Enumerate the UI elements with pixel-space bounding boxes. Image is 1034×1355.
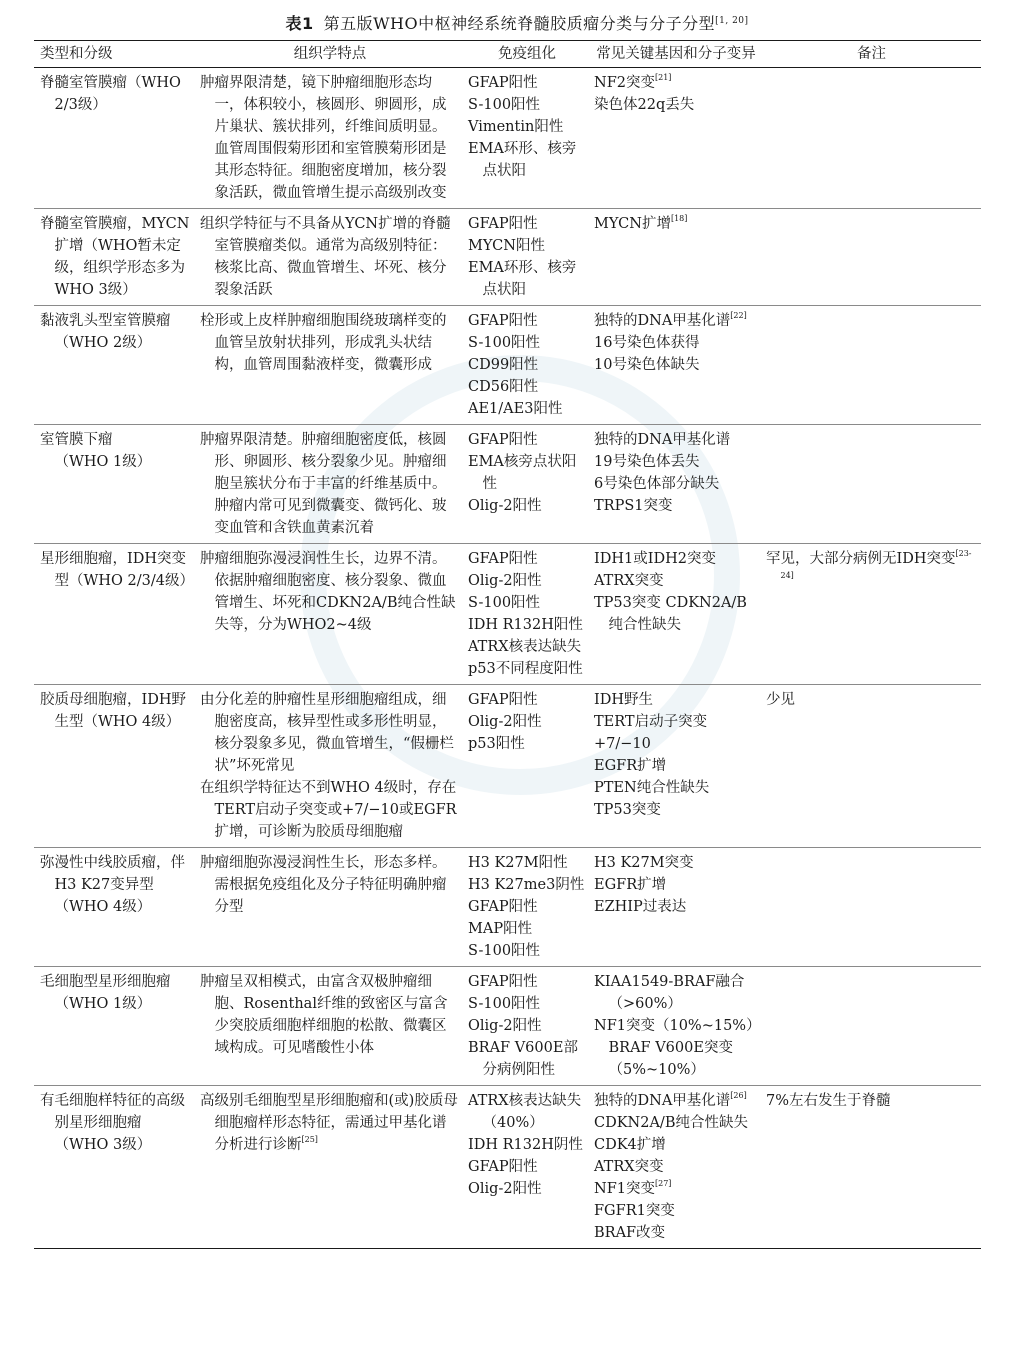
cell-line	[594, 1015, 761, 1037]
histology-cell	[196, 1086, 464, 1249]
immunohistochemistry-cell	[464, 848, 590, 967]
cell-text: 独特的DNA甲基化谱	[594, 432, 731, 448]
cell-line	[594, 1156, 758, 1178]
key-genes-cell	[590, 544, 762, 685]
cell-text: 16号染色体获得	[594, 335, 700, 351]
cell-line	[594, 896, 758, 918]
cell-line	[594, 429, 758, 451]
cell-line	[200, 777, 460, 843]
type-cell	[34, 425, 196, 544]
cell-line	[40, 1090, 192, 1156]
cell-line	[468, 993, 586, 1015]
cell-text: AE1/AE3阳性	[468, 401, 563, 417]
header-immunohistochemistry: 免疫组化	[498, 46, 556, 62]
cell-text: MYCN阳性	[468, 238, 545, 254]
histology-cell	[196, 306, 464, 425]
cell-line	[594, 1037, 758, 1081]
type-cell	[34, 544, 196, 685]
histology-cell	[196, 68, 464, 209]
cell-text: GFAP阳性	[468, 692, 538, 708]
cell-text: 脊髓室管膜瘤（WHO	[40, 75, 181, 91]
cell-line	[594, 777, 758, 799]
type-cell	[34, 685, 196, 848]
cell-text: Olig-2阳性	[468, 498, 542, 514]
cell-text: 毛细胞型星形细胞瘤	[40, 974, 171, 990]
cell-text: 栓形或上皮样肿瘤细胞围绕玻璃样变的血管呈放射状排列，形成乳头状结构，血管周围黏液样变，微囊形成	[200, 313, 447, 373]
cell-text: S-100阳性	[468, 943, 541, 959]
table-title-ref: [1, 20]	[715, 16, 749, 26]
key-genes-cell	[590, 425, 762, 544]
reference-superscript: [21]	[654, 73, 672, 82]
cell-text: EZHIP过表达	[594, 899, 687, 915]
cell-text: GFAP阳性	[468, 432, 538, 448]
table-row	[34, 685, 981, 848]
key-genes-cell	[590, 68, 762, 209]
reference-superscript: [22]	[730, 311, 747, 320]
cell-text: 高级别毛细胞型星形细胞瘤和(或)胶质母细胞瘤样形态特征，需通过甲基化谱分析进行诊断	[200, 1093, 458, 1153]
cell-line	[468, 896, 586, 918]
cell-text: BRAF V600E突变（5%~10%）	[608, 1040, 733, 1078]
type-cell	[34, 209, 196, 306]
reference-superscript: [25]	[301, 1135, 318, 1144]
cell-line	[468, 874, 586, 896]
cell-text: 6号染色体部分缺失	[594, 476, 720, 492]
cell-text: S-100阳性	[468, 996, 541, 1012]
cell-line	[200, 971, 460, 1059]
cell-text: 肿瘤界限清楚，镜下肿瘤细胞形态均一，体积较小，核圆形、卵圆形，成片巢状、簇状排列，纤维间质明显。血管周围假菊形团和室管膜菊形团是其形态特征。细胞密度增加，核分裂象活跃，微血管增生提示高级别改变	[200, 75, 447, 201]
cell-line	[468, 689, 586, 711]
cell-line	[766, 548, 977, 592]
cell-line	[40, 310, 192, 354]
cell-line	[468, 1037, 586, 1081]
histology-cell	[196, 685, 464, 848]
cell-text: +7/−10	[594, 736, 651, 752]
cell-text: ATRX突变	[594, 1159, 664, 1175]
classification-table	[34, 40, 981, 1249]
cell-line	[40, 451, 192, 473]
cell-text: GFAP阳性	[468, 216, 538, 232]
immunohistochemistry-cell	[464, 209, 590, 306]
cell-line	[468, 94, 586, 116]
key-genes-cell	[590, 306, 762, 425]
histology-cell	[196, 967, 464, 1086]
cell-line	[594, 1134, 758, 1156]
cell-line	[594, 1222, 758, 1244]
cell-text: GFAP阳性	[468, 551, 538, 567]
cell-text: 19号染色体丢失	[594, 454, 700, 470]
cell-text: BRAF V600E部分病例阳性	[468, 1040, 578, 1078]
cell-line	[468, 1134, 586, 1156]
cell-text: 脊髓室管膜瘤，MYCN扩增（WHO暂未定级，组织学形态多为WHO 3级）	[40, 216, 190, 298]
cell-text: NF2突变	[594, 75, 655, 91]
cell-line	[594, 473, 758, 495]
cell-line	[468, 354, 586, 376]
cell-line	[468, 138, 586, 182]
reference-superscript: [26]	[730, 1091, 747, 1100]
cell-text: Olig-2阳性	[468, 573, 542, 589]
cell-line	[40, 993, 192, 1015]
immunohistochemistry-cell	[464, 967, 590, 1086]
cell-line	[200, 429, 460, 539]
table-caption	[0, 10, 1034, 35]
cell-line	[40, 971, 192, 993]
cell-text: 罕见，大部分病例无IDH突变	[766, 551, 956, 567]
immunohistochemistry-cell	[464, 1086, 590, 1249]
histology-cell	[196, 544, 464, 685]
cell-text: 黏液乳头型室管膜瘤（WHO 2级）	[40, 313, 171, 351]
cell-line	[468, 733, 586, 755]
cell-text: ATRX突变	[594, 573, 664, 589]
reference-superscript: [18]	[670, 214, 688, 223]
cell-line	[594, 733, 758, 755]
cell-line	[468, 310, 586, 332]
table-row	[34, 544, 981, 685]
cell-text: 7%左右发生于脊髓	[766, 1093, 891, 1109]
immunohistochemistry-cell	[464, 544, 590, 685]
cell-line	[594, 592, 758, 636]
cell-line	[468, 1178, 586, 1200]
cell-text: TP53突变	[594, 802, 661, 818]
key-genes-cell	[590, 685, 762, 848]
cell-line	[468, 235, 586, 257]
cell-text: H3 K27M突变	[594, 855, 694, 871]
table-row	[34, 1086, 981, 1249]
cell-text: p53不同程度阳性	[468, 661, 583, 677]
cell-text: CDKN2A/B纯合性缺失	[594, 1115, 748, 1131]
cell-text: 独特的DNA甲基化谱	[594, 1093, 731, 1109]
cell-line	[468, 495, 586, 517]
cell-line	[594, 1178, 758, 1200]
cell-line	[766, 1090, 977, 1112]
cell-line	[594, 213, 758, 235]
cell-text: NF1突变（10%~15%）	[594, 1018, 761, 1034]
key-genes-cell	[590, 848, 762, 967]
header-row	[34, 41, 981, 68]
table-body	[34, 68, 981, 1249]
cell-line	[468, 548, 586, 570]
notes-cell	[762, 848, 981, 967]
cell-text: 肿瘤界限清楚。肿瘤细胞密度低，核圆形、卵圆形、核分裂象少见。肿瘤细胞呈簇状分布于丰富的纤维基质中。肿瘤内常可见到微囊变、微钙化、玻变血管和含铁血黄素沉着	[200, 432, 447, 536]
cell-line	[594, 332, 758, 354]
cell-text: EGFR扩增	[594, 877, 667, 893]
cell-text: IDH R132H阳性	[468, 617, 583, 633]
cell-line	[468, 852, 586, 874]
reference-superscript: [27]	[654, 1179, 672, 1188]
histology-cell	[196, 848, 464, 967]
histology-cell	[196, 209, 464, 306]
cell-text: （WHO 1级）	[54, 454, 152, 470]
cell-line	[468, 72, 586, 94]
cell-line	[468, 940, 586, 962]
cell-text: 2/3级）	[54, 97, 107, 113]
notes-cell	[762, 209, 981, 306]
cell-text: 胶质母细胞瘤，IDH野生型（WHO 4级）	[40, 692, 186, 730]
header-key-genes: 常见关键基因和分子变异	[596, 46, 756, 62]
cell-line	[594, 971, 758, 1015]
key-genes-cell	[590, 967, 762, 1086]
cell-line	[40, 213, 192, 301]
cell-line	[200, 310, 460, 376]
table-title: 第五版WHO中枢神经系统脊髓胶质瘤分类与分子分型	[323, 14, 716, 33]
notes-cell	[762, 544, 981, 685]
cell-line	[468, 614, 586, 636]
cell-text: 由分化差的肿瘤性星形细胞瘤组成，细胞密度高，核异型性或多形性明显，核分裂象多见，微血管增生，“假栅栏状”坏死常见	[200, 692, 454, 774]
key-genes-cell	[590, 1086, 762, 1249]
table-row	[34, 425, 981, 544]
table-row	[34, 967, 981, 1086]
cell-line	[594, 310, 758, 332]
notes-cell	[762, 68, 981, 209]
cell-line	[594, 1112, 758, 1134]
table-row	[34, 68, 981, 209]
cell-line	[468, 257, 586, 301]
cell-line	[594, 1090, 758, 1112]
cell-text: EGFR扩增	[594, 758, 667, 774]
cell-line	[468, 1090, 586, 1134]
cell-text: H3 K27M阳性	[468, 855, 568, 871]
cell-line	[468, 1015, 586, 1037]
cell-text: KIAA1549-BRAF融合（>60%）	[594, 974, 745, 1012]
cell-line	[468, 711, 586, 733]
cell-line	[468, 332, 586, 354]
cell-line	[594, 755, 758, 777]
cell-text: IDH野生	[594, 692, 653, 708]
cell-text: 组织学特征与不具备从YCN扩增的脊髓室管膜瘤类似。通常为高级别特征：核浆比高、微血管增生、坏死、核分裂象活跃	[200, 216, 451, 298]
cell-text: IDH1或IDH2突变	[594, 551, 716, 567]
cell-text: GFAP阳性	[468, 974, 538, 990]
cell-line	[468, 451, 586, 495]
cell-line	[468, 429, 586, 451]
cell-text: 有毛细胞样特征的高级别星形细胞瘤（WHO 3级）	[40, 1093, 185, 1153]
cell-text: Olig-2阳性	[468, 1018, 542, 1034]
cell-line	[200, 548, 460, 636]
notes-cell	[762, 967, 981, 1086]
cell-text: Vimentin阳性	[468, 119, 564, 135]
cell-line	[40, 548, 192, 592]
cell-line	[40, 429, 192, 451]
cell-text: （WHO 1级）	[54, 996, 152, 1012]
header-notes: 备注	[857, 46, 886, 62]
table-row	[34, 209, 981, 306]
notes-cell	[762, 306, 981, 425]
header-histology: 组织学特点	[293, 46, 367, 62]
cell-text: TP53突变 CDKN2A/B纯合性缺失	[594, 595, 747, 633]
type-cell	[34, 1086, 196, 1249]
cell-line	[594, 354, 758, 376]
cell-text: S-100阳性	[468, 595, 541, 611]
cell-text: CDK4扩增	[594, 1137, 666, 1153]
reference-superscript: [23-24]	[780, 549, 972, 580]
notes-cell	[762, 425, 981, 544]
cell-line	[468, 636, 586, 658]
cell-text: EMA环形、核旁点状阳	[468, 141, 577, 179]
cell-text: CD56阳性	[468, 379, 539, 395]
cell-line	[594, 548, 758, 570]
cell-line	[468, 1156, 586, 1178]
cell-line	[40, 94, 192, 116]
cell-text: 独特的DNA甲基化谱	[594, 313, 731, 329]
cell-line	[468, 918, 586, 940]
notes-cell	[762, 685, 981, 848]
cell-text: 少见	[766, 692, 795, 708]
cell-text: MAP阳性	[468, 921, 533, 937]
cell-text: 染色体22q丢失	[594, 97, 695, 113]
cell-line	[594, 799, 758, 821]
cell-text: TERT启动子突变	[594, 714, 708, 730]
cell-line	[200, 852, 460, 918]
cell-text: TRPS1突变	[594, 498, 673, 514]
cell-line	[200, 213, 460, 301]
cell-text: IDH R132H阴性	[468, 1137, 583, 1153]
type-cell	[34, 306, 196, 425]
cell-line	[594, 451, 758, 473]
cell-line	[468, 398, 586, 420]
cell-text: 肿瘤细胞弥漫浸润性生长，形态多样。需根据免疫组化及分子特征明确肿瘤分型	[200, 855, 447, 915]
cell-line	[40, 852, 192, 918]
cell-text: EMA环形、核旁点状阳	[468, 260, 577, 298]
cell-line	[594, 72, 758, 94]
key-genes-cell	[590, 209, 762, 306]
cell-text: 弥漫性中线胶质瘤，伴H3 K27变异型（WHO 4级）	[40, 855, 185, 915]
cell-text: GFAP阳性	[468, 1159, 538, 1175]
cell-text: MYCN扩增	[594, 216, 671, 232]
cell-line	[594, 852, 758, 874]
cell-line	[594, 874, 758, 896]
cell-text: 肿瘤呈双相模式，由富含双极肿瘤细胞、Rosenthal纤维的致密区与富含少突胶质细胞样细胞的松散、微囊区域构成。可见嗜酸性小体	[200, 974, 448, 1056]
cell-text: p53阳性	[468, 736, 525, 752]
cell-line	[594, 711, 758, 733]
cell-text: Olig-2阳性	[468, 714, 542, 730]
header-type-grade: 类型和分级	[40, 46, 113, 62]
cell-text: Olig-2阳性	[468, 1181, 542, 1197]
cell-line	[594, 689, 758, 711]
cell-text: ATRX核表达缺失	[468, 639, 582, 655]
cell-line	[200, 1090, 460, 1156]
cell-line	[468, 570, 586, 592]
cell-text: EMA核旁点状阳性	[468, 454, 577, 492]
type-cell	[34, 967, 196, 1086]
cell-text: ATRX核表达缺失（40%）	[468, 1093, 582, 1131]
cell-text: 室管膜下瘤	[40, 432, 113, 448]
immunohistochemistry-cell	[464, 68, 590, 209]
cell-line	[766, 689, 977, 711]
cell-text: GFAP阳性	[468, 313, 538, 329]
cell-text: 在组织学特征达不到WHO 4级时，存在TERT启动子突变或+7/−10或EGFR扩增，可诊断为胶质母细胞瘤	[200, 780, 457, 840]
cell-text: CD99阳性	[468, 357, 539, 373]
cell-line	[468, 658, 586, 680]
notes-cell	[762, 1086, 981, 1249]
cell-line	[200, 689, 460, 777]
cell-text: BRAF改变	[594, 1225, 666, 1241]
cell-line	[594, 570, 758, 592]
cell-line	[40, 689, 192, 733]
cell-text: 星形细胞瘤，IDH突变型（WHO 2/3/4级）	[40, 551, 194, 589]
cell-text: S-100阳性	[468, 335, 541, 351]
cell-text: 肿瘤细胞弥漫浸润性生长，边界不清。依据肿瘤细胞密度、核分裂象、微血管增生、坏死和CDKN2A/B纯合性缺失等，分为WHO2~4级	[200, 551, 456, 633]
cell-line	[468, 213, 586, 235]
table-label: 表1	[285, 14, 314, 33]
cell-line	[468, 376, 586, 398]
cell-line	[468, 592, 586, 614]
cell-line	[40, 72, 192, 94]
immunohistochemistry-cell	[464, 685, 590, 848]
cell-line	[594, 94, 758, 116]
cell-line	[468, 971, 586, 993]
cell-line	[594, 1200, 758, 1222]
cell-text: 10号染色体缺失	[594, 357, 700, 373]
cell-line	[200, 72, 460, 204]
cell-text: GFAP阳性	[468, 75, 538, 91]
cell-line	[468, 116, 586, 138]
table-row	[34, 848, 981, 967]
immunohistochemistry-cell	[464, 306, 590, 425]
cell-text: H3 K27me3阴性	[468, 877, 585, 893]
cell-text: PTEN纯合性缺失	[594, 780, 710, 796]
histology-cell	[196, 425, 464, 544]
cell-text: NF1突变	[594, 1181, 655, 1197]
cell-text: GFAP阳性	[468, 899, 538, 915]
immunohistochemistry-cell	[464, 425, 590, 544]
cell-text: FGFR1突变	[594, 1203, 675, 1219]
table-row	[34, 306, 981, 425]
type-cell	[34, 68, 196, 209]
cell-text: S-100阳性	[468, 97, 541, 113]
cell-line	[594, 495, 758, 517]
type-cell	[34, 848, 196, 967]
